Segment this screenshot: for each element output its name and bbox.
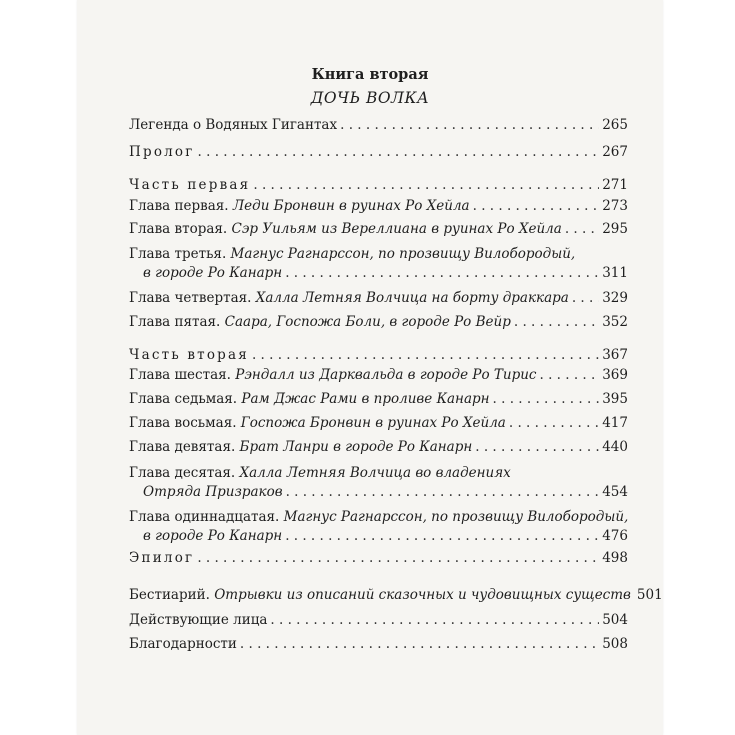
dot-leader [197, 549, 599, 568]
toc-entry-chapter-1[interactable] [129, 197, 628, 216]
toc-entry-chapter-9[interactable] [129, 438, 628, 457]
toc-entry-label: Действующие лица [129, 612, 268, 628]
toc-page-number: 440 [602, 439, 628, 455]
toc-entry-title-continued: в городе Ро Канарн [143, 528, 283, 544]
toc-entry-legend[interactable] [129, 116, 628, 135]
toc-entry-title: Халла Летняя Волчица на борту драккара [255, 290, 569, 306]
toc-entry-title-continued: Отряда Призраков [143, 484, 283, 500]
dot-leader [509, 414, 599, 433]
toc-entry-label: Глава четвертая. [129, 290, 252, 306]
dot-leader [493, 390, 600, 409]
toc-entry-chapter-10[interactable] [129, 464, 628, 502]
toc-page-number: 352 [602, 314, 628, 330]
toc-entry-title: Халла Летняя Волчица во владениях [239, 465, 511, 481]
toc-entry-label: Глава одиннадцатая. [129, 509, 280, 525]
toc-page-number: 271 [602, 177, 628, 193]
toc-entry-label: Глава восьмая. [129, 415, 237, 431]
dot-leader [253, 176, 599, 195]
toc-entry-part-two[interactable] [129, 346, 628, 365]
toc-entry-title: Магнус Рагнарссон, по прозвищу Вилобородый, [283, 509, 629, 525]
dot-leader [240, 635, 599, 654]
toc-entry-chapter-11[interactable] [129, 508, 628, 546]
toc-entry-title: Отрывки из описаний сказочных и чудовищных существ [214, 587, 631, 603]
toc-page-number: 508 [602, 636, 628, 652]
dot-leader [572, 289, 599, 308]
toc-entry-label: Глава третья. [129, 246, 227, 262]
toc-entry-bestiary[interactable] [129, 586, 663, 605]
toc-page-number: 367 [602, 347, 628, 363]
toc-entry-title: Брат Ланри в городе Ро Канарн [239, 439, 473, 455]
toc-page-number: 273 [602, 198, 628, 214]
dot-leader [340, 116, 599, 135]
toc-page-number: 311 [602, 265, 628, 281]
toc-entry-chapter-5[interactable] [129, 313, 628, 332]
toc-entry-chapter-4[interactable] [129, 289, 628, 308]
dot-leader [270, 611, 599, 630]
book-part-title: Книга вторая [311, 66, 429, 83]
toc-entry-label: Глава вторая. [129, 221, 228, 237]
toc-page-number: 501 [636, 587, 663, 603]
dot-leader [252, 346, 599, 365]
toc-entry-title: Саара, Госпожа Боли, в городе Ро Вейр [224, 314, 511, 330]
toc-page-number: 265 [602, 117, 628, 133]
toc-entry-label: Глава первая. [129, 198, 229, 214]
toc-entry-chapter-8[interactable] [129, 414, 628, 433]
dot-leader [198, 143, 600, 162]
dot-leader [285, 264, 599, 283]
toc-entry-title: Госпожа Бронвин в руинах Ро Хейла [240, 415, 506, 431]
toc-page-number: 369 [602, 367, 628, 383]
toc-entry-label: Глава девятая. [129, 439, 236, 455]
toc-entry-acknowledgements[interactable] [129, 635, 628, 654]
toc-page-number: 454 [602, 484, 628, 500]
toc-entry-chapter-7[interactable] [129, 390, 628, 409]
dot-leader [473, 197, 600, 216]
dot-leader [475, 438, 599, 457]
toc-entry-label: Бестиарий. [129, 587, 210, 603]
toc-page-number: 267 [602, 144, 628, 160]
toc-entry-title: Рэндалл из Дарквальда в городе Ро Тирис [235, 367, 537, 383]
toc-entry-title-continued: в городе Ро Канарн [143, 265, 283, 281]
toc-page-number: 329 [602, 290, 628, 306]
dot-leader [514, 313, 599, 332]
dot-leader [286, 483, 600, 502]
toc-entry-label: Пролог [129, 144, 195, 160]
toc-entry-title: Леди Бронвин в руинах Ро Хейла [232, 198, 470, 214]
toc-page-number: 417 [602, 415, 628, 431]
toc-entry-title: Сэр Уильям из Вереллиана в руинах Ро Хейла [231, 221, 562, 237]
toc-entry-label: Глава пятая. [129, 314, 221, 330]
toc-entry-label: Глава седьмая. [129, 391, 238, 407]
toc-entry-label: Часть первая [129, 177, 251, 193]
toc-page-number: 295 [602, 221, 628, 237]
toc-entry-label: Глава шестая. [129, 367, 231, 383]
toc-entry-chapter-2[interactable] [129, 220, 628, 239]
toc-entry-label: Глава десятая. [129, 465, 236, 481]
toc-page-number: 476 [602, 528, 628, 544]
dot-leader [540, 366, 600, 385]
book-page [77, 0, 663, 735]
dot-leader [565, 220, 599, 239]
book-part-subtitle: ДОЧЬ ВОЛКА [310, 89, 430, 107]
toc-entry-chapter-3[interactable] [129, 245, 628, 283]
toc-page-number: 395 [602, 391, 628, 407]
toc-entry-prologue[interactable] [129, 143, 628, 162]
toc-page-number: 504 [602, 612, 628, 628]
toc-entry-characters[interactable] [129, 611, 628, 630]
dot-leader [285, 527, 599, 546]
toc-entry-label: Легенда о Водяных Гигантах [129, 117, 338, 133]
toc-entry-label: Благодарности [129, 636, 237, 652]
toc-entry-part-one[interactable] [129, 176, 628, 195]
toc-entry-chapter-6[interactable] [129, 366, 628, 385]
toc-entry-title: Рам Джас Рами в проливе Канарн [241, 391, 490, 407]
toc-entry-epilogue[interactable] [129, 549, 628, 568]
toc-entry-label: Часть вторая [129, 347, 249, 363]
toc-entry-title: Магнус Рагнарссон, по прозвищу Вилобородый, [230, 246, 576, 262]
toc-entry-label: Эпилог [129, 550, 195, 566]
toc-page-number: 498 [602, 550, 628, 566]
